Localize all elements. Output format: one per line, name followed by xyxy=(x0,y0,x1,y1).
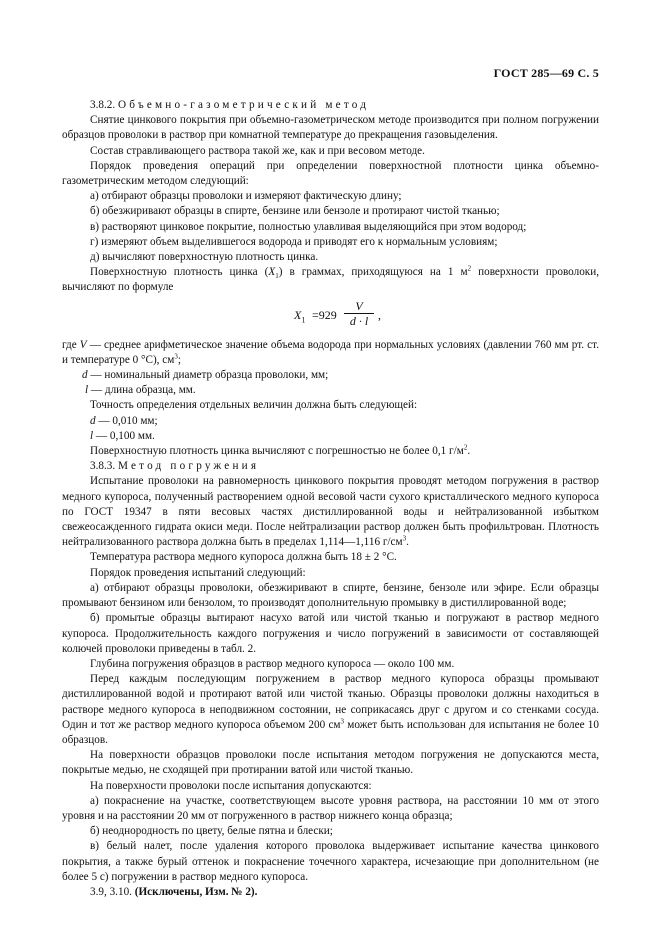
paragraph: Порядок проведения испытаний следующий: xyxy=(90,566,306,579)
excluded-note xyxy=(62,885,599,900)
section-title: Объемно-газометрический метод xyxy=(117,99,370,111)
paragraph: Точность определения отдельных величин должна быть следующей: xyxy=(90,399,418,412)
page-header: ГОСТ 285—69 С. 5 xyxy=(493,66,599,80)
text-run: ; xyxy=(177,353,181,366)
formula-fraction xyxy=(344,299,374,328)
formula-subscript: 1 xyxy=(301,315,306,325)
variable: d xyxy=(82,369,88,382)
section-number: 3.8.2. xyxy=(90,99,116,111)
list-item: б) промытые образцы вытирают насухо ватой или чистой тканью и погружают в раствор медного купороса. Продолжительность каждого погружения и число погружений в зависимости от составляющей колючей проволоки приведены в табл. 2. xyxy=(62,612,599,655)
paragraph xyxy=(62,265,599,295)
paragraph: Порядок проведения операций при определении поверхностной плотности цинка объемно-газометрическим методом следующий: xyxy=(62,159,599,188)
section-3-8-3-heading xyxy=(62,459,599,474)
text-run: . xyxy=(467,445,471,458)
text-run: — среднее арифметическое значение объема водорода при нормальных условиях (давлении 760 мм рт. ст. и температуре 0 °С), см xyxy=(62,338,599,366)
formula-variable: X xyxy=(294,307,302,322)
paragraph xyxy=(62,444,599,459)
section-3-8-2-heading xyxy=(62,98,599,113)
paragraph: На поверхности проволоки после испытания допускаются: xyxy=(90,779,372,792)
paragraph: Снятие цинкового покрытия при объемно-газометрическом методе производится при полном погружении образцов проволоки в раствор при комнатной температуре до прекращения газовыделения. xyxy=(62,114,599,142)
text-run: — 0,010 мм; xyxy=(95,414,158,427)
bold-text: (Исключены, Изм. № 2). xyxy=(134,885,258,898)
text-run: Поверхностную плотность цинка ( xyxy=(90,266,269,279)
list-item: а) покраснение на участке, соответствующем высоте уровня раствора, на расстоянии 10 мм от этого уровня и на расстоянии 20 мм от погруженного в раствор нижнего конца образца; xyxy=(62,794,599,822)
superscript: 3 xyxy=(174,352,178,361)
variable: V xyxy=(79,338,87,351)
formula xyxy=(62,297,599,335)
formula-denominator: d · l xyxy=(349,313,369,328)
paragraph: Состав стравливающего раствора такой же, как и при весовом методе. xyxy=(90,144,425,157)
text-run: — номинальный диаметр образца проволоки, мм; xyxy=(87,369,329,382)
list-item: в) белый налет, после удаления которого проволока выдерживает испытание качества цинкового покрытия, а также бурый оттенок и покраснение точечного характера, исчезающие при дополнительном (не более 5 с) погружении в раствор медного купороса. xyxy=(62,840,599,883)
list-item: г) измеряют объем выделившегося водорода и приводят его к нормальным условиям; xyxy=(90,235,498,248)
section-title: Метод погружения xyxy=(117,460,260,473)
list-item: а) отбирают образцы проволоки, обезжиривают в спирте, бензине, бензоле или эфире. Если образцы промывают бензином или бензолом, то производят дополнительную промывку в дистиллированной воде; xyxy=(62,581,599,610)
superscript: 2 xyxy=(463,443,468,452)
text-run: ) в граммах, приходящуюся на 1 м xyxy=(278,266,468,279)
paragraph xyxy=(62,474,599,550)
variable: l xyxy=(90,429,94,442)
text-run: Перед каждым последующим погружением в раствор медного купороса образцы промывают дистиллированной водой и протирают ватой или чистой тканью. Образцы проволоки должны находиться в растворе медного купороса в неподвижном состоянии, не соприкасаясь друг с другом и со стенками сосуда. Один и тот же раствор медного купороса объемом 200 см xyxy=(62,673,599,731)
document-body xyxy=(62,98,599,900)
formula-lhs xyxy=(294,308,305,323)
formula-comma: , xyxy=(378,307,381,322)
text-run: может быть использован для испытания не более 10 образцов. xyxy=(62,718,599,746)
text-run: — 0,100 мм. xyxy=(93,429,155,442)
superscript: 3 xyxy=(340,716,345,725)
list-item: д) вычисляют поверхностную плотность цинка. xyxy=(90,251,319,264)
superscript: 3 xyxy=(402,534,407,543)
paragraph: На поверхности образцов проволоки после испытания методом погружения не допускаются места, покрытые медью, не сходящей при протирании ватой или чистой тканью. xyxy=(62,749,599,777)
accuracy-l xyxy=(62,429,599,444)
definition-d xyxy=(62,368,599,383)
definition-v xyxy=(62,338,599,368)
variable: l xyxy=(85,384,89,397)
text-run: Испытание проволоки на равномерность цинкового покрытия проводят методом погружения в раствор медного купороса, полученный растворением одной весовой части сухого кристаллического медного купороса по ГОСТ 19347 в пяти весовых частях дистиллированной воды и нейтрализованной избытком свежеосажденного гидрата окиси меди. После нейтрализации раствор должен быть профильтрован. Плотность нейтрализованного раствора должна быть в пределах 1,114—1,116 г/см xyxy=(62,475,599,549)
subscript: 1 xyxy=(275,272,279,281)
formula-numerator: V xyxy=(355,298,363,313)
superscript: 2 xyxy=(467,264,472,273)
paragraph: Глубина погружения образцов в раствор медного купороса — около 100 мм. xyxy=(90,657,455,670)
accuracy-d xyxy=(62,414,599,429)
text-run: поверхности проволоки, вычисляют по формуле xyxy=(62,266,600,294)
paragraph: Температура раствора медного купороса должна быть 18 ± 2 °С. xyxy=(90,551,397,564)
list-item: в) растворяют цинковое покрытие, полностью улавливая выделяющийся при этом водород; xyxy=(90,220,527,233)
paragraph xyxy=(62,672,599,748)
variable: X xyxy=(268,266,276,279)
text-run: 3.9, 3.10. xyxy=(90,885,135,898)
text-run: где xyxy=(62,338,80,351)
variable: d xyxy=(90,414,96,427)
list-item: б) неоднородность по цвету, белые пятна и блески; xyxy=(90,825,333,838)
list-item: а) отбирают образцы проволоки и измеряют фактическую длину; xyxy=(90,190,402,203)
section-number: 3.8.3. xyxy=(90,460,116,473)
text-run: Поверхностную плотность цинка вычисляют с погрешностью не более 0,1 г/м xyxy=(90,445,464,458)
list-item: б) обезжиривают образцы в спирте, бензине или бензоле и протирают чистой тканью; xyxy=(90,205,500,218)
text-run: . xyxy=(406,536,409,549)
text-run: — длина образца, мм. xyxy=(88,384,196,397)
definition-l xyxy=(62,383,599,398)
formula-equals: =929 xyxy=(312,307,337,322)
